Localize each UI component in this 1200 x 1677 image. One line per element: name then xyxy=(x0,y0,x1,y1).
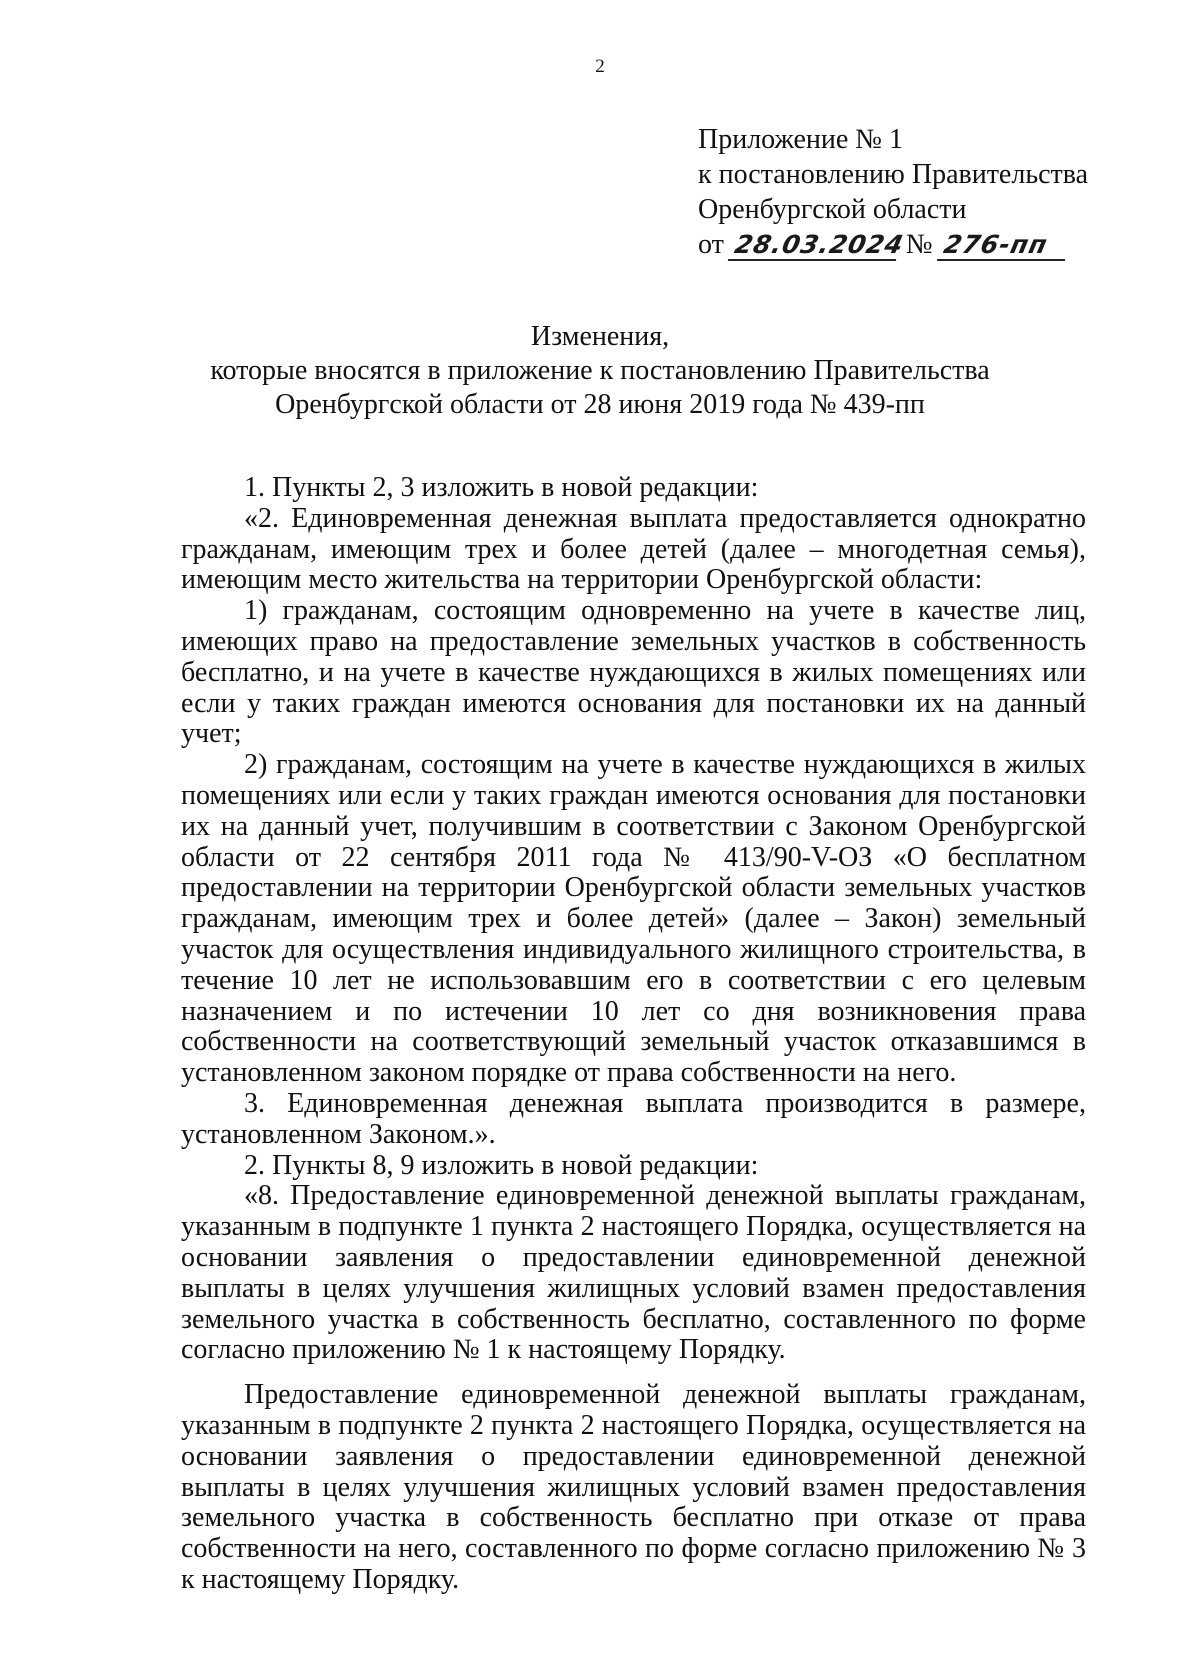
appendix-line-2: к постановлению Правительства xyxy=(698,159,1089,190)
handwritten-date: 28.03.2024 xyxy=(728,231,902,261)
appendix-header xyxy=(698,122,1158,262)
paragraph-4: 2) гражданам, состоящим на учете в качестве нуждающихся в жилых помещениях или если у таких граждан имеются основания для постановки их на данный учет, получившим в соответствии с Законом Оренбургской области от 22 сентября 2011 года № 413/90-V-ОЗ «О бесплатном предоставлении на территории Оренбургской области земельных участков гражданам, имеющим трех и более детей» (далее – Закон) земельный участок для осуществления индивидуального жилищного строительства, в течение 10 лет не использовавшим его в соответствии с его целевым назначением и по истечении 10 лет со дня возникновения права собственности на соответствующий земельный участок отказавшимся в установленном законом порядке от права собственности на него. xyxy=(181,749,1086,1089)
paragraph-6: 2. Пункты 8, 9 изложить в новой редакции: xyxy=(244,1149,759,1181)
title-line-3: Оренбургской области от 28 июня 2019 года № 439-пп xyxy=(275,389,925,420)
appendix-line-3: Оренбургской области xyxy=(698,194,967,225)
number-prefix: № xyxy=(905,229,933,260)
paragraph-5: 3. Единовременная денежная выплата производится в размере, установленном Законом.». xyxy=(181,1087,1086,1150)
appendix-line-1: Приложение № 1 xyxy=(698,124,903,155)
appendix-date-line xyxy=(698,227,1158,262)
document-body xyxy=(181,473,1086,1596)
document-title xyxy=(0,320,1200,422)
paragraph-7: «8. Предоставление единовременной денежной выплаты гражданам, указанным в подпункте 1 пункта 2 настоящего Порядка, осуществляется на основании заявления о предоставлении единовременной денежной выплаты в целях улучшения жилищных условий взамен предоставления земельного участка в собственность бесплатно, составленного по форме согласно приложению № 1 к настоящему Порядку. xyxy=(181,1180,1086,1366)
date-prefix: от xyxy=(698,229,724,260)
handwritten-number: 276-пп xyxy=(936,231,1070,261)
paragraph-8: Предоставление единовременной денежной выплаты гражданам, указанным в подпункте 2 пункта 2 настоящего Порядка, осуществляется на основании заявления о предоставлении единовременной денежной выплаты в целях улучшения жилищных условий взамен предоставления земельного участка в собственность бесплатно при отказе от права собственности на него, составленного по форме согласно приложению № 3 к настоящему Порядку. xyxy=(181,1379,1086,1595)
paragraph-1: 1. Пункты 2, 3 изложить в новой редакции: xyxy=(244,472,759,503)
title-line-1: Изменения, xyxy=(530,321,670,352)
paragraph-2: «2. Единовременная денежная выплата предоставляется однократно гражданам, имеющим трех и более детей (далее – многодетная семья), имеющим место жительства на территории Оренбургской области: xyxy=(181,502,1086,596)
title-line-2: которые вносятся в приложение к постановлению Правительства xyxy=(210,355,990,386)
paragraph-3: 1) гражданам, состоящим одновременно на учете в качестве лиц, имеющих право на предоставление земельных участков в собственность бесплатно, и на учете в качестве нуждающихся в жилых помещениях или если у таких граждан имеются основания для постановки их на данный учет; xyxy=(181,595,1086,750)
page-number: 2 xyxy=(595,56,605,77)
